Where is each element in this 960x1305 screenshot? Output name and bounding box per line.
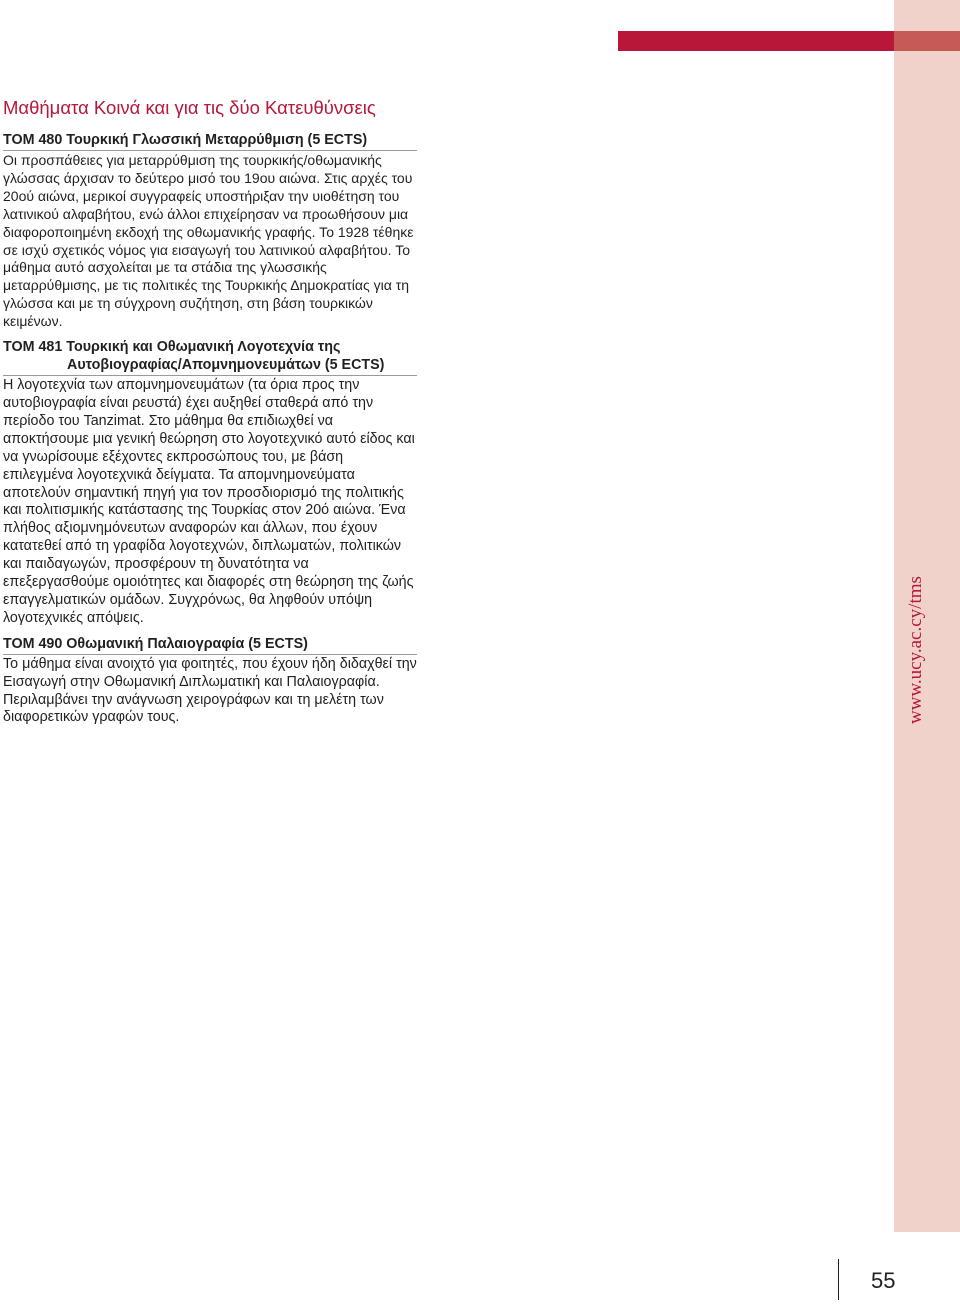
page-number-rule [838,1259,839,1300]
course-title: TOM 490 Οθωμανική Παλαιογραφία (5 ECTS) [3,635,417,655]
course-title-line-1: TOM 481 Τουρκική και Οθωμανική Λογοτεχνία της [3,339,341,356]
top-accent-bar [618,31,894,51]
main-content [3,96,417,734]
page-number: 55 [871,1268,896,1293]
section-heading: Μαθήματα Κοινά και για τις δύο Κατευθύνσεις [3,97,376,118]
course-tom-480 [3,131,417,331]
side-url: www.ucy.ac.cy/tms [905,576,926,724]
course-tom-481 [3,338,417,628]
course-description: Η λογοτεχνία των απομνημονευμάτων (τα όρια προς την αυτοβιογραφία είναι ρευστά) έχει αυξηθεί σταθερά από την περίοδο του Tanzimat. Στο μάθημα θα επιδιωχθεί να αποκτήσουμε μια γενική θεώρηση στο λογοτεχνικό αυτό είδος και να γνωρίσουμε εξέχοντες εκπροσώπους του, με βάση επιλεγμένα λογοτεχνικά δείγματα. Τα απομνημονεύματα αποτελούν σημαντική πηγή για τον προσδιορισμό της πολιτικής και πολιτισμικής κατάστασης της Τουρκίας στον 20ό αιώνα. Ένα πλήθος αξιομνημόνευτων αναφορών και άλλων, που έχουν κατατεθεί από τη γραφίδα λογοτεχνών, διπλωματών, πολιτικών και παιδαγωγών, προσφέρουν τη δυνατότητα να επεξεργασθούμε ομοιότητες και διαφορές στη θεώρηση της ζωής επαγγελματικών ομάδων. Συγχρόνως, θα ληφθούν υπόψη λογοτεχνικές απόψεις. [3,377,415,626]
course-description: Το μάθημα είναι ανοιχτό για φοιτητές, που έχουν ήδη διδαχθεί την Εισαγωγή στην Οθωμανική Διπλωματική και Παλαιογραφία. Περιλαμβάνει την ανάγνωση χειρογράφων και τη μελέτη των διαφορετικών γραφών τους. [3,655,417,726]
course-tom-490 [3,635,417,728]
top-accent-bar-tip [894,31,960,51]
course-title: TOM 480 Τουρκική Γλωσσική Μεταρρύθμιση (5 ECTS) [3,131,417,151]
course-title-line-2: Αυτοβιογραφίας/Απομνημονευμάτων (5 ECTS) [67,357,385,374]
course-description: Οι προσπάθειες για μεταρρύθμιση της τουρκικής/οθωμανικής γλώσσας άρχισαν το δεύτερο μισό του 19ου αιώνα. Στις αρχές του 20ού αιώνα, μερικοί συγγραφείς υποστήριξαν την υιοθέτηση του λατινικού αλφαβήτου, ενώ άλλοι επιχείρησαν να προωθήσουν μια διαφοροποιημένη εκδοχή της οθωμανικής γραφής. Το 1928 τέθηκε σε ισχύ σχετικός νόμος για εισαγωγή του λατινικού αλφαβήτου. Το μάθημα αυτό ασχολείται με τα στάδια της γλωσσικής μεταρρύθμισης, με τις πολιτικές της Τουρκικής Δημοκρατίας για τη γλώσσα και με τη σύγχρονη συζήτηση, στη βάση τουρκικών κειμένων. [3,152,414,330]
course-title [3,338,417,376]
side-band [894,0,960,1232]
